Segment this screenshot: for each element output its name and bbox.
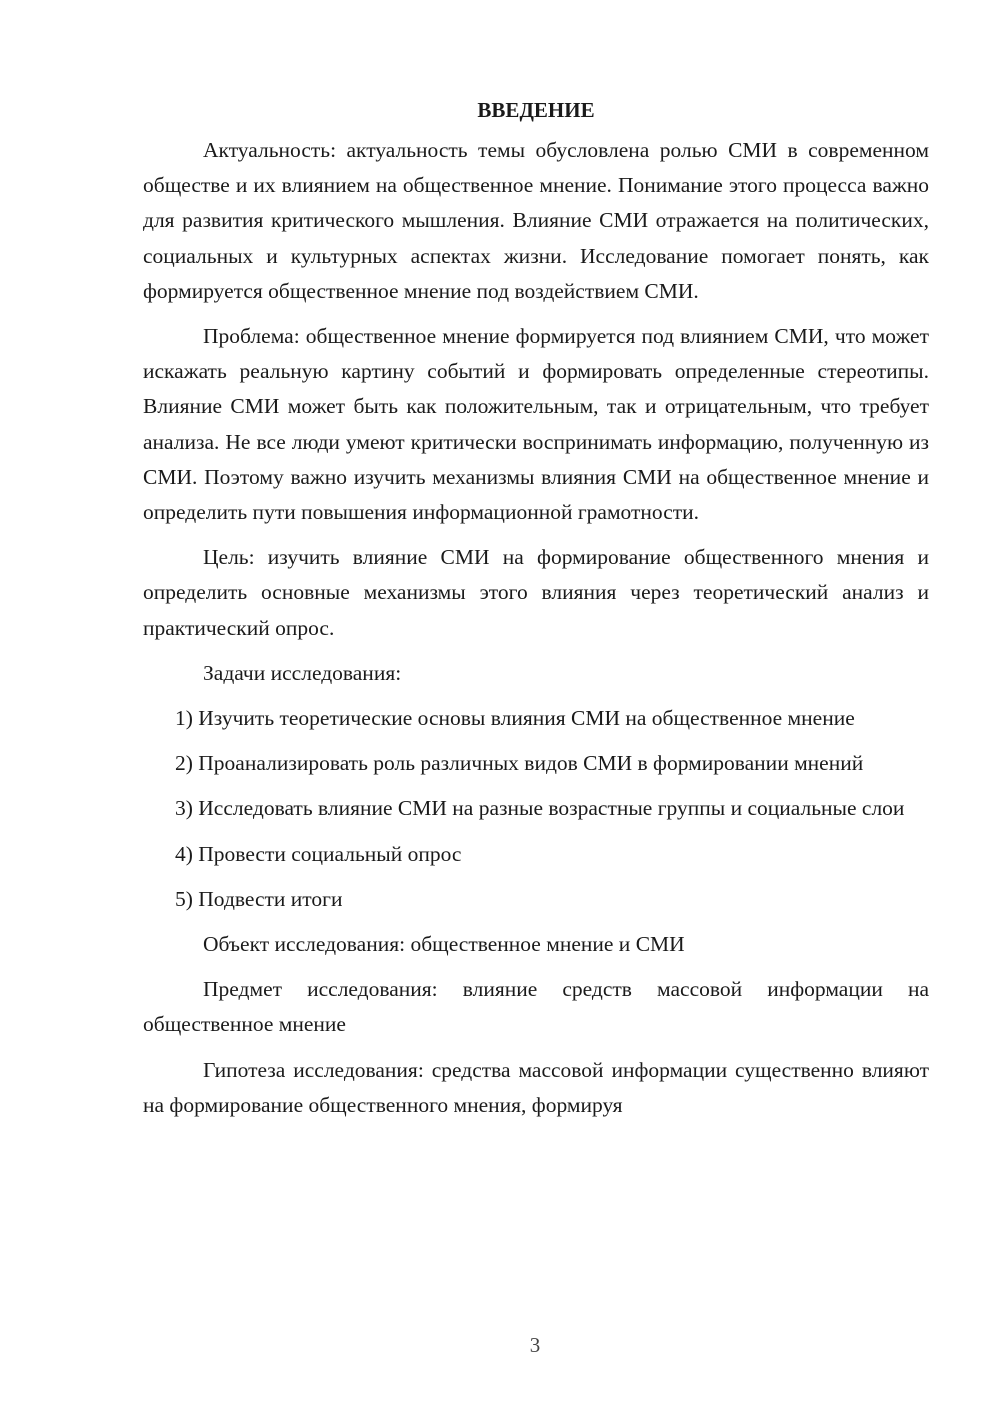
paragraph-tasks-title: Задачи исследования: [203, 660, 402, 685]
task-item-4: 4) Провести социальный опрос [175, 841, 462, 866]
paragraph-goal: Цель: изучить влияние СМИ на формирование общественного мнения и определить основные механизмы этого влияния через теоретический анализ и практический опрос. [143, 545, 929, 640]
paragraph-object: Объект исследования: общественное мнение и СМИ [203, 932, 685, 957]
paragraph-subject: Предмет исследования: влияние средств массовой информации на общественное мнение [143, 977, 929, 1037]
task-item-5: 5) Подвести итоги [175, 886, 343, 911]
document-page [143, 93, 929, 1133]
paragraph-problem: Проблема: общественное мнение формируется под влиянием СМИ, что может искажать реальную картину событий и формировать определенные стереотипы. Влияние СМИ может быть как положительным, так и отрицательным, что требует анализа. Не все люди умеют критически воспринимать информацию, полученную из СМИ. Поэтому важно изучить механизмы влияния СМИ на общественное мнение и определить пути повышения информационной грамотности. [143, 324, 929, 525]
paragraph-hypothesis: Гипотеза исследования: средства массовой информации существенно влияют на формирование общественного мнения, формируя [143, 1057, 929, 1117]
page-number: 3 [529, 1333, 541, 1357]
section-heading: ВВЕДЕНИЕ [477, 98, 595, 122]
task-item-3: 3) Исследовать влияние СМИ на разные возрастные группы и социальные слои [175, 796, 905, 821]
task-item-2: 2) Проанализировать роль различных видов СМИ в формировании мнений [175, 751, 864, 776]
task-item-1: 1) Изучить теоретические основы влияния СМИ на общественное мнение [175, 706, 855, 731]
paragraph-relevance: Актуальность: актуальность темы обусловлена ролью СМИ в современном обществе и их влиянием на общественное мнение. Понимание этого процесса важно для развития критического мышления. Влияние СМИ отражается на политических, социальных и культурных аспектах жизни. Исследование помогает понять, как формируется общественное мнение под воздействием СМИ. [143, 138, 929, 303]
